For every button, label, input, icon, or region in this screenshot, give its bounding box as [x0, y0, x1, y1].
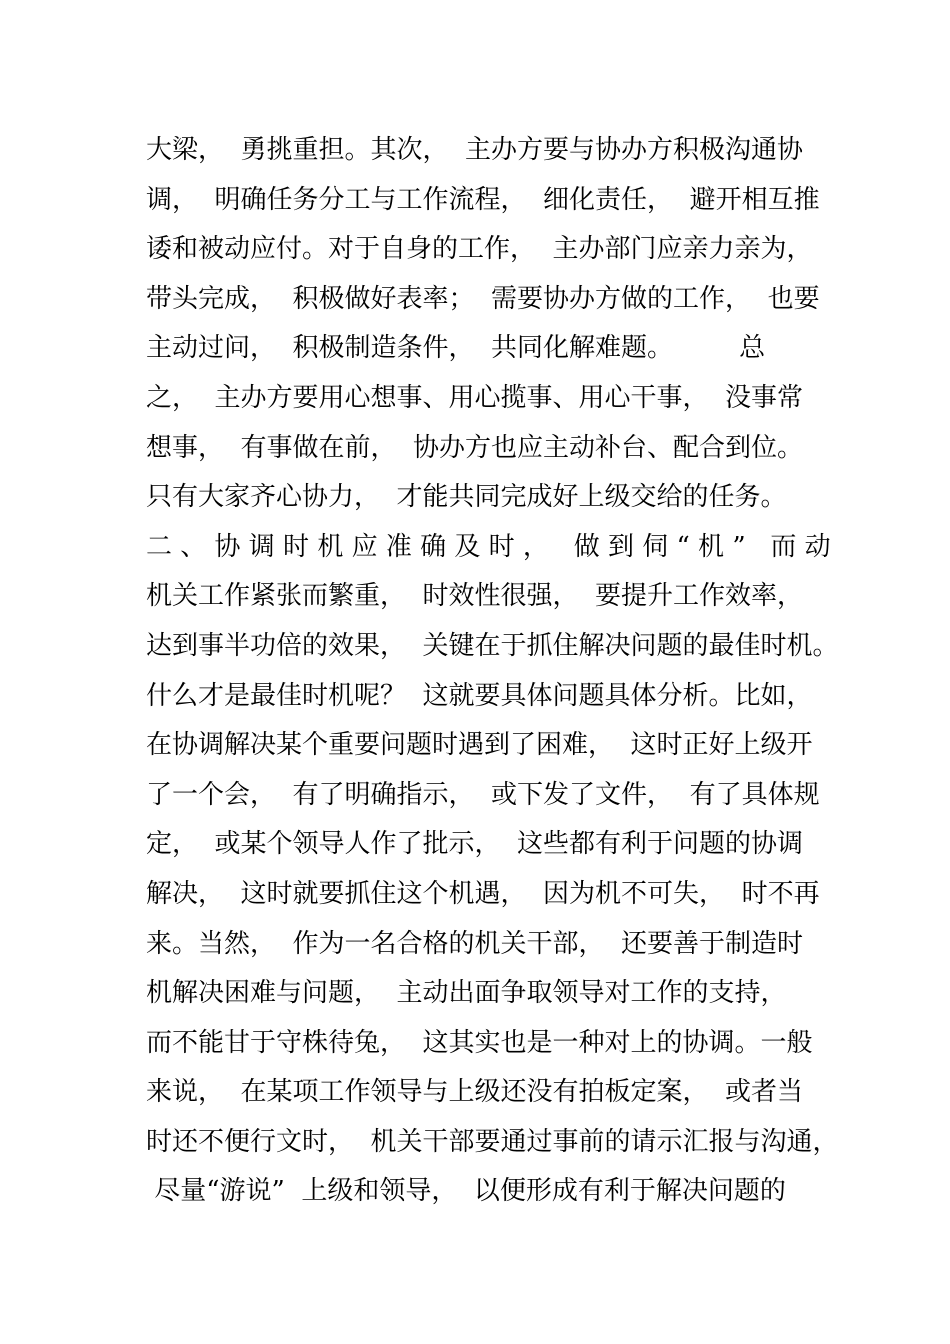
- section-heading: 二 、 协 调 时 机 应 准 确 及 时 ， 做 到 伺 “ 机 ” 而 动: [146, 531, 831, 562]
- text-line: 想事， 有事做在前， 协办方也应主动补台、配合到位。: [146, 432, 804, 463]
- text-line: 调， 明确任务分工与工作流程， 细化责任， 避开相互推: [146, 184, 820, 215]
- text-line: 尽量“游说” 上级和领导， 以便形成有利于解决问题的: [146, 1176, 786, 1207]
- body-text: [146, 126, 839, 1217]
- text-line: 解决， 这时就要抓住这个机遇， 因为机不可失， 时不再: [146, 878, 820, 909]
- text-line: 什么才是最佳时机呢？ 这就要具体问题具体分析。比如，: [146, 680, 813, 711]
- text-line: 在协调解决某个重要问题时遇到了困难， 这时正好上级开: [146, 730, 813, 761]
- text-line: 机解决困难与问题， 主动出面争取领导对工作的支持，: [146, 978, 787, 1009]
- text-line: 只有大家齐心协力， 才能共同完成好上级交给的任务。: [146, 482, 787, 513]
- text-line: 定， 或某个领导人作了批示， 这些都有利于问题的协调: [146, 829, 804, 860]
- text-line: 了一个会， 有了明确指示， 或下发了文件， 有了具体规: [146, 779, 820, 810]
- text-line: 机关工作紧张而繁重， 时效性很强， 要提升工作效率，: [146, 581, 804, 612]
- text-line: 来。当然， 作为一名合格的机关干部， 还要善于制造时: [146, 928, 804, 959]
- text-line: 主动过问， 积极制造条件， 共同化解难题。 总: [146, 333, 766, 364]
- text-line: 大梁， 勇挑重担。其次， 主办方要与协办方积极沟通协: [146, 135, 804, 165]
- text-line: 时还不便行文时， 机关干部要通过事前的请示汇报与沟通，: [146, 1126, 839, 1157]
- text-line: 达到事半功倍的效果， 关键在于抓住解决问题的最佳时机。: [146, 630, 839, 661]
- text-line: 诿和被动应付。对于自身的工作， 主办部门应亲力亲为，: [146, 234, 813, 265]
- text-line: 之， 主办方要用心想事、用心揽事、用心干事， 没事常: [146, 382, 804, 413]
- text-line: 而不能甘于守株待兔， 这其实也是一种对上的协调。一般: [146, 1027, 813, 1058]
- text-line: 带头完成， 积极做好表率； 需要协办方做的工作， 也要: [146, 283, 820, 314]
- text-line: 来说， 在某项工作领导与上级还没有拍板定案， 或者当: [146, 1077, 804, 1108]
